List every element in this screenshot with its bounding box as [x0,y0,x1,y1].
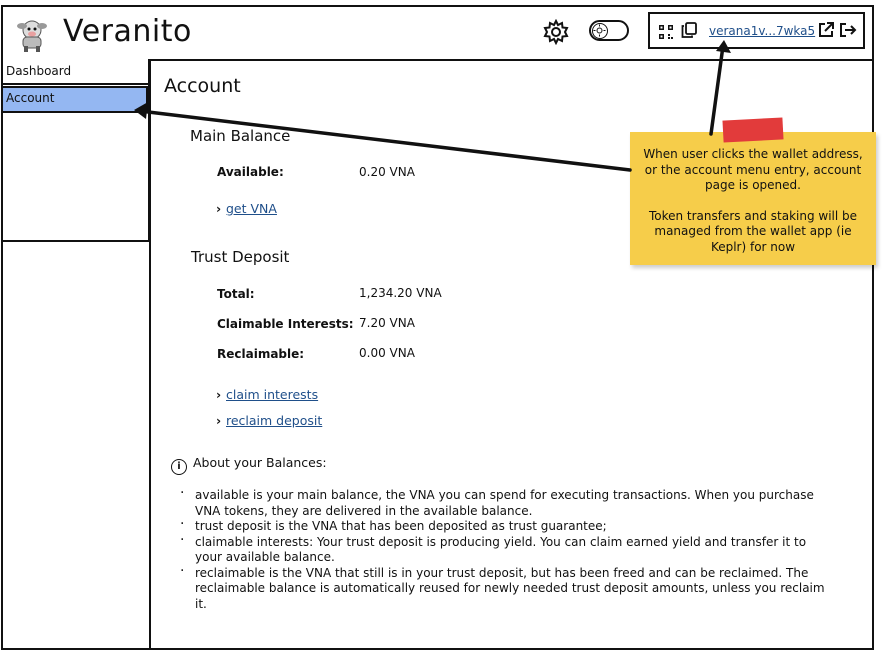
chevron-right-icon: › [216,201,222,216]
logout-icon[interactable] [839,22,857,38]
list-item: · reclaimable is the VNA that still is in your trust deposit, but has been freed and can be reclaimed. The reclaimable balance is automatically reused for newly needed trust deposit amounts, unless you reclaim it. [180,566,830,613]
claimable-interests-value: 7.20 VNA [359,316,415,330]
get-vna-link[interactable]: get VNA [226,201,277,216]
sidebar-item-label: Account [6,91,55,105]
list-item: · trust deposit is the VNA that has been deposited as trust guarantee; [180,519,830,535]
reclaimable-value: 0.00 VNA [359,346,415,360]
about-balances-title: About your Balances: [193,455,327,470]
reclaimable-label: Reclaimable: [217,347,305,361]
sticky-note-tape [722,117,783,142]
chevron-right-icon: › [216,387,222,402]
wallet-address-link[interactable]: verana1v...7wka5 [709,24,816,38]
sidebar-divider [1,240,149,242]
annotation-sticky-note [630,132,876,265]
list-item: · available is your main balance, the VNA you can spend for executing transactions. When you purchase VNA tokens, they are delivered in the available balance. [180,488,830,519]
list-item: · claimable interests: Your trust deposit is producing yield. You can claim earned yield and transfer it to your available balance. [180,535,830,566]
annotation-text: When user clicks the wallet address, or the account menu entry, account page is opened. [643,147,863,192]
about-balances-heading [171,455,327,475]
page-title: Account [164,75,241,97]
app-title: Veranito [63,14,192,49]
mascot-logo-icon [10,10,54,54]
qr-code-icon[interactable] [659,24,673,38]
sidebar-divider [148,59,150,242]
gear-icon[interactable] [543,19,569,45]
sidebar-item-label: Dashboard [6,64,72,78]
total-label: Total: [217,287,255,301]
chevron-right-icon: › [216,413,222,428]
claim-interests-action[interactable] [216,387,318,402]
external-link-icon[interactable] [818,22,834,38]
get-vna-action[interactable] [216,201,277,216]
copy-icon[interactable] [681,22,697,38]
info-icon: i [171,459,187,475]
reclaim-deposit-action[interactable] [216,413,322,428]
theme-toggle[interactable] [589,20,629,41]
sidebar-item-account[interactable] [1,86,148,113]
about-balances-list [180,488,830,612]
available-label: Available: [217,165,284,179]
trust-deposit-title: Trust Deposit [191,248,290,266]
claimable-interests-label: Claimable Interests: [217,317,354,331]
sidebar-item-dashboard[interactable] [1,59,148,85]
claim-interests-link[interactable]: claim interests [226,387,319,402]
reclaim-deposit-link[interactable]: reclaim deposit [226,413,323,428]
main-balance-title: Main Balance [190,127,291,145]
toggle-knob [592,23,608,39]
available-value: 0.20 VNA [359,165,415,179]
annotation-text: Token transfers and staking will be managed from the wallet app (ie Keplr) for now [648,208,858,254]
total-value: 1,234.20 VNA [359,286,442,300]
